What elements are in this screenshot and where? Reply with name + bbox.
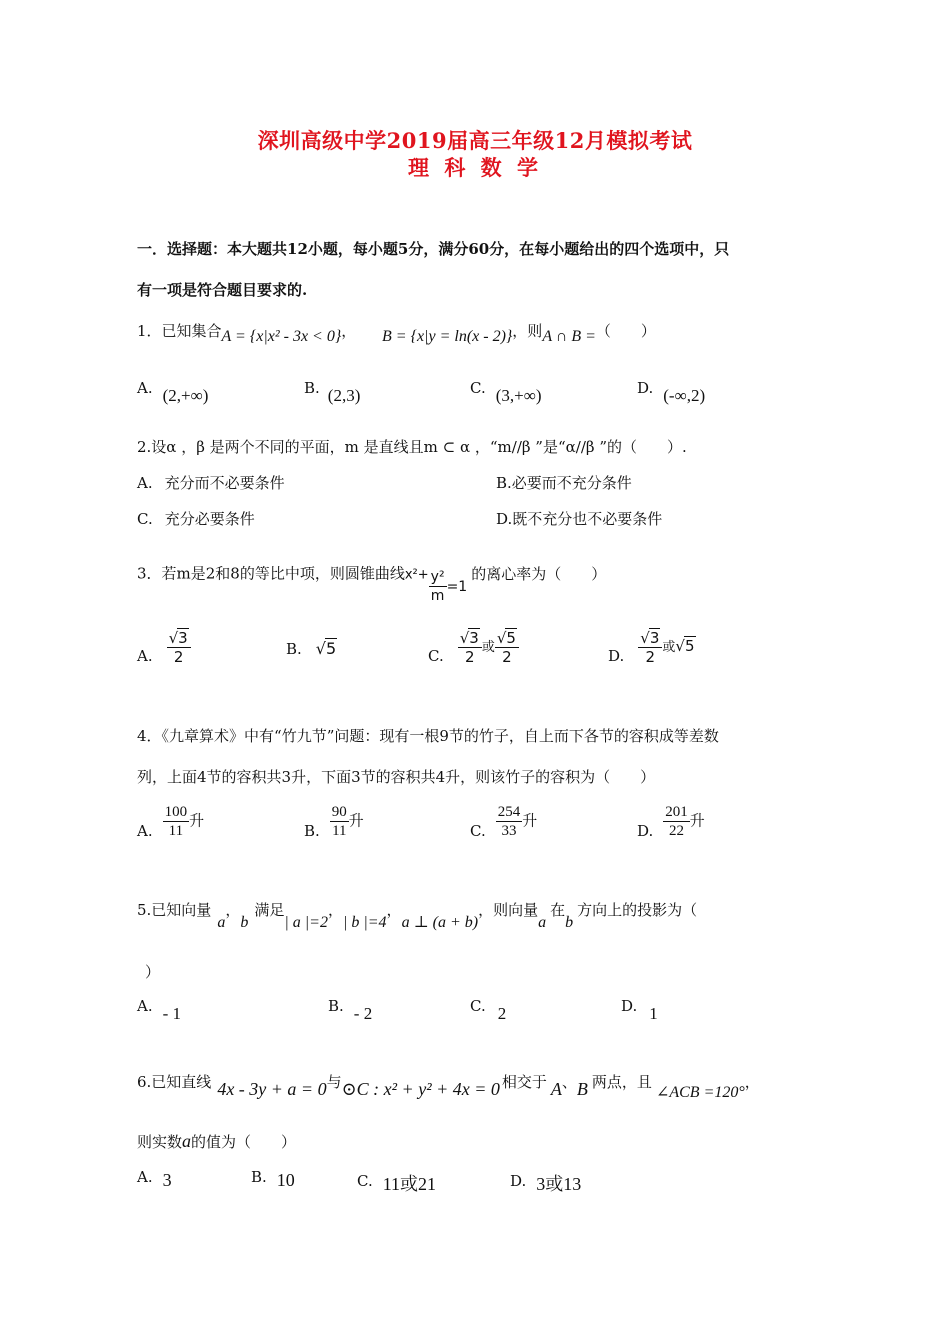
q4-option-d-den: 22 bbox=[669, 823, 685, 839]
q3-option-a[interactable] bbox=[137, 628, 191, 666]
q5-option-b-value: - 2 bbox=[353, 1004, 373, 1023]
q1-set-b: B = {x|y = ln(x - 2)} bbox=[382, 328, 513, 345]
q4-option-c-label: C. bbox=[470, 821, 486, 840]
q6-end: ， bbox=[744, 1073, 760, 1091]
q6-point-b: B bbox=[576, 1079, 588, 1099]
q5-option-a-value: - 1 bbox=[162, 1004, 182, 1023]
q5-comma2: ， bbox=[327, 901, 343, 919]
q6-option-d-label: D. bbox=[510, 1172, 527, 1190]
q5-then: ，则向量 bbox=[478, 901, 539, 919]
q3-option-c-n1: 3 bbox=[469, 629, 479, 647]
q4-option-c-num: 254 bbox=[497, 804, 521, 820]
q6-option-c[interactable] bbox=[357, 1166, 436, 1192]
q6-with: 与 bbox=[326, 1073, 342, 1091]
q3-stem-text: 3．若m是2和8的等比中项，则圆锥曲线 bbox=[137, 564, 405, 583]
q4-option-d-label: D. bbox=[637, 821, 654, 840]
q6-line2b: 的值为（ ） bbox=[191, 1133, 297, 1151]
q6-var-a: a bbox=[182, 1131, 192, 1151]
q5-option-c-label: C. bbox=[470, 997, 486, 1015]
q5-option-d[interactable] bbox=[621, 996, 658, 1023]
q4-option-a-num: 100 bbox=[164, 804, 188, 820]
q6-stem bbox=[137, 1071, 760, 1101]
q5-vector-b2: b bbox=[565, 914, 574, 931]
q1-stem bbox=[137, 320, 357, 345]
q6-option-a[interactable] bbox=[137, 1166, 172, 1190]
q3-option-a-den: 2 bbox=[173, 648, 184, 666]
q6-meet: 相交于 bbox=[501, 1073, 547, 1091]
q1-option-a[interactable] bbox=[137, 378, 209, 405]
q3-option-d-d1: 2 bbox=[645, 648, 656, 666]
q2-option-d-label: D. bbox=[496, 510, 513, 528]
q2-option-b[interactable] bbox=[496, 472, 632, 493]
q3-option-c-d2: 2 bbox=[502, 648, 512, 666]
q5-cond1: | a |=2 bbox=[284, 914, 328, 931]
q1-option-a-value: (2,+∞) bbox=[162, 386, 209, 405]
q3-tail: 的离心率为（ ） bbox=[471, 564, 607, 583]
section-instruction-line1: 一．选择题：本大题共12小题，每小题5分，满分60分，在每小题给出的四个选项中，只 bbox=[137, 240, 730, 258]
q2-option-d[interactable] bbox=[496, 508, 662, 529]
q3-option-b[interactable]: B. √5 bbox=[286, 639, 337, 658]
q1-option-b-value: (2,3) bbox=[327, 386, 361, 405]
q6-option-b-value: 10 bbox=[276, 1170, 295, 1190]
q5-option-a[interactable] bbox=[137, 996, 182, 1023]
q6-angle: ∠ACB =120° bbox=[655, 1084, 745, 1101]
q1-sep1: ， bbox=[341, 322, 357, 340]
q2-option-d-value: 既不充分也不必要条件 bbox=[512, 510, 663, 528]
q5-comma3: ， bbox=[386, 901, 402, 919]
q4-option-b-den: 11 bbox=[332, 823, 347, 839]
q6-option-c-label: C. bbox=[357, 1172, 373, 1190]
q5-close-paren: ） bbox=[145, 963, 161, 981]
q4-option-c-unit: 升 bbox=[522, 811, 538, 830]
q4-option-b[interactable] bbox=[304, 803, 364, 840]
q5-vector-a: a bbox=[217, 914, 226, 931]
q3-option-b-label: B. bbox=[286, 640, 302, 658]
q3-option-d-n1: 3 bbox=[649, 629, 660, 647]
q6-line2a: 则实数 bbox=[137, 1133, 183, 1151]
q4-option-d[interactable] bbox=[637, 803, 705, 840]
q5-cond2: | b |=4 bbox=[342, 914, 387, 931]
q3-option-a-frac: $\frac{√3}{2}$ bbox=[167, 628, 191, 666]
q3-eq: =1 bbox=[446, 578, 468, 595]
q6-option-b-label: B. bbox=[251, 1168, 267, 1186]
q1-intersection: A ∩ B = bbox=[542, 328, 596, 345]
q5-satisfy: 满足 bbox=[254, 901, 285, 919]
q1-option-c-label: C. bbox=[470, 379, 486, 397]
q6-option-a-value: 3 bbox=[162, 1170, 172, 1190]
q5-option-d-label: D. bbox=[621, 997, 638, 1015]
q4-option-a-den: 11 bbox=[168, 823, 184, 839]
q6-point-a: A bbox=[550, 1079, 562, 1099]
exam-title: 深圳高级中学2019届高三年级12月模拟考试 bbox=[257, 128, 693, 153]
q4-option-a-unit: 升 bbox=[189, 811, 205, 830]
q2-option-c-value: 充分必要条件 bbox=[164, 510, 255, 528]
q4-option-a[interactable] bbox=[137, 803, 204, 840]
q5-stem bbox=[137, 899, 698, 931]
q3-option-c-or: 或 bbox=[481, 640, 495, 655]
q2-option-b-value: 必要而不充分条件 bbox=[511, 474, 632, 492]
q4-option-d-unit: 升 bbox=[689, 811, 705, 830]
q6-circle-eq: ⊙C : x² + y² + 4x = 0 bbox=[341, 1079, 500, 1099]
q4-line2: 列，上面4节的容积共3升，下面3节的容积共4升，则该竹子的容积为（ ） bbox=[137, 768, 656, 786]
q1-option-d-value: (-∞,2) bbox=[663, 386, 706, 405]
q5-option-a-label: A. bbox=[137, 997, 153, 1015]
q4-option-b-label: B. bbox=[304, 821, 320, 840]
q6-line2 bbox=[137, 1131, 296, 1152]
q1-option-a-label: A. bbox=[137, 379, 153, 397]
q1-option-d-label: D. bbox=[637, 379, 654, 397]
q4-option-c[interactable] bbox=[470, 803, 537, 840]
q1-stem-text: 1．已知集合 bbox=[137, 322, 222, 340]
q2-option-b-label: B. bbox=[496, 474, 512, 492]
q3-fraction bbox=[429, 568, 447, 605]
q6-option-d[interactable] bbox=[510, 1166, 581, 1192]
q3-option-c-n2: 5 bbox=[506, 629, 516, 647]
q3-y2: y² bbox=[430, 569, 445, 585]
q5-option-b-label: B. bbox=[328, 997, 344, 1015]
q3-stem bbox=[137, 556, 607, 604]
q1-paren: （ ） bbox=[595, 322, 656, 340]
q3-option-c[interactable]: C. $\frac{√3}{2}$ 或 $\frac{√5}{2}$ bbox=[428, 628, 519, 666]
q6-pts: 两点，且 bbox=[591, 1073, 652, 1091]
q5-option-b[interactable] bbox=[328, 996, 373, 1023]
q3-option-d[interactable]: D. $\frac{√3}{2}$ 或√5 bbox=[608, 629, 695, 666]
q2-option-a-value: 充分而不必要条件 bbox=[164, 474, 285, 492]
q3-option-c-d1: 2 bbox=[465, 648, 475, 666]
q6-dun: 、 bbox=[561, 1073, 577, 1091]
q1-option-c-value: (3,+∞) bbox=[495, 386, 542, 405]
q3-option-d-or: 或 bbox=[662, 640, 676, 655]
q2-option-a[interactable] bbox=[137, 472, 285, 493]
q5-option-d-value: 1 bbox=[649, 1004, 658, 1023]
q2-option-c-label: C. bbox=[137, 510, 153, 528]
q3-x2: x²+ bbox=[404, 567, 429, 583]
q1-stem-cont bbox=[382, 322, 656, 346]
q6-option-c-value: 11或21 bbox=[382, 1174, 437, 1194]
q3-option-d-label: D. bbox=[608, 647, 625, 665]
q1-option-d[interactable] bbox=[637, 378, 706, 405]
q5-vector-b: b bbox=[240, 914, 249, 931]
q1-option-b-label: B. bbox=[304, 379, 320, 397]
q2-option-a-label: A. bbox=[137, 474, 153, 492]
q3-m: m bbox=[430, 588, 445, 604]
q4-option-a-label: A. bbox=[137, 821, 153, 840]
q5-on: 在 bbox=[550, 901, 566, 919]
q4-option-c-den: 33 bbox=[501, 823, 517, 839]
q3-option-d-rad: 5 bbox=[684, 637, 695, 655]
q4-option-b-num: 90 bbox=[331, 804, 347, 820]
q5-option-c[interactable] bbox=[470, 996, 507, 1023]
q5-tail: 方向上的投影为（ bbox=[577, 901, 698, 919]
q4-line1: 4．《九章算术》中有“竹九节”问题：现有一根9节的竹子，自上而下各节的容积成等差数 bbox=[137, 727, 719, 745]
q6-line-eq: 4x - 3y + a = 0 bbox=[217, 1079, 327, 1099]
q5-cond3: a ⊥ (a + b) bbox=[401, 914, 479, 931]
q3-option-c-label: C. bbox=[428, 647, 444, 665]
q4-option-d-num: 201 bbox=[665, 804, 688, 820]
q5-stem-text: 5.已知向量 bbox=[137, 901, 212, 919]
q5-option-c-value: 2 bbox=[497, 1004, 507, 1023]
q2-option-c[interactable] bbox=[137, 508, 255, 529]
q6-option-a-label: A. bbox=[137, 1168, 153, 1186]
q3-option-a-num: 3 bbox=[178, 629, 188, 647]
q3-option-b-rad: 5 bbox=[326, 639, 337, 658]
q1-sep2: ，则 bbox=[512, 322, 543, 340]
q1-option-b[interactable] bbox=[304, 378, 361, 405]
q4-option-b-unit: 升 bbox=[348, 811, 364, 830]
q5-comma1: ， bbox=[225, 901, 241, 919]
q6-option-b[interactable] bbox=[251, 1166, 295, 1190]
q6-option-d-value: 3或13 bbox=[536, 1174, 582, 1194]
q2-stem: 2.设α ，β 是两个不同的平面，m 是直线且m ⊂ α ，“m//β ”是“α//β ”的（ ）. bbox=[137, 438, 687, 456]
q3-option-a-label: A. bbox=[137, 647, 153, 665]
section-instruction-line2: 有一项是符合题目要求的. bbox=[137, 281, 308, 299]
q5-vector-a2: a bbox=[538, 914, 547, 931]
q6-stem-text: 6.已知直线 bbox=[137, 1073, 212, 1091]
exam-subject: 理 科 数 学 bbox=[408, 155, 542, 180]
q1-set-a: A = {x|x² - 3x < 0} bbox=[221, 328, 342, 345]
q1-option-c[interactable] bbox=[470, 378, 542, 405]
